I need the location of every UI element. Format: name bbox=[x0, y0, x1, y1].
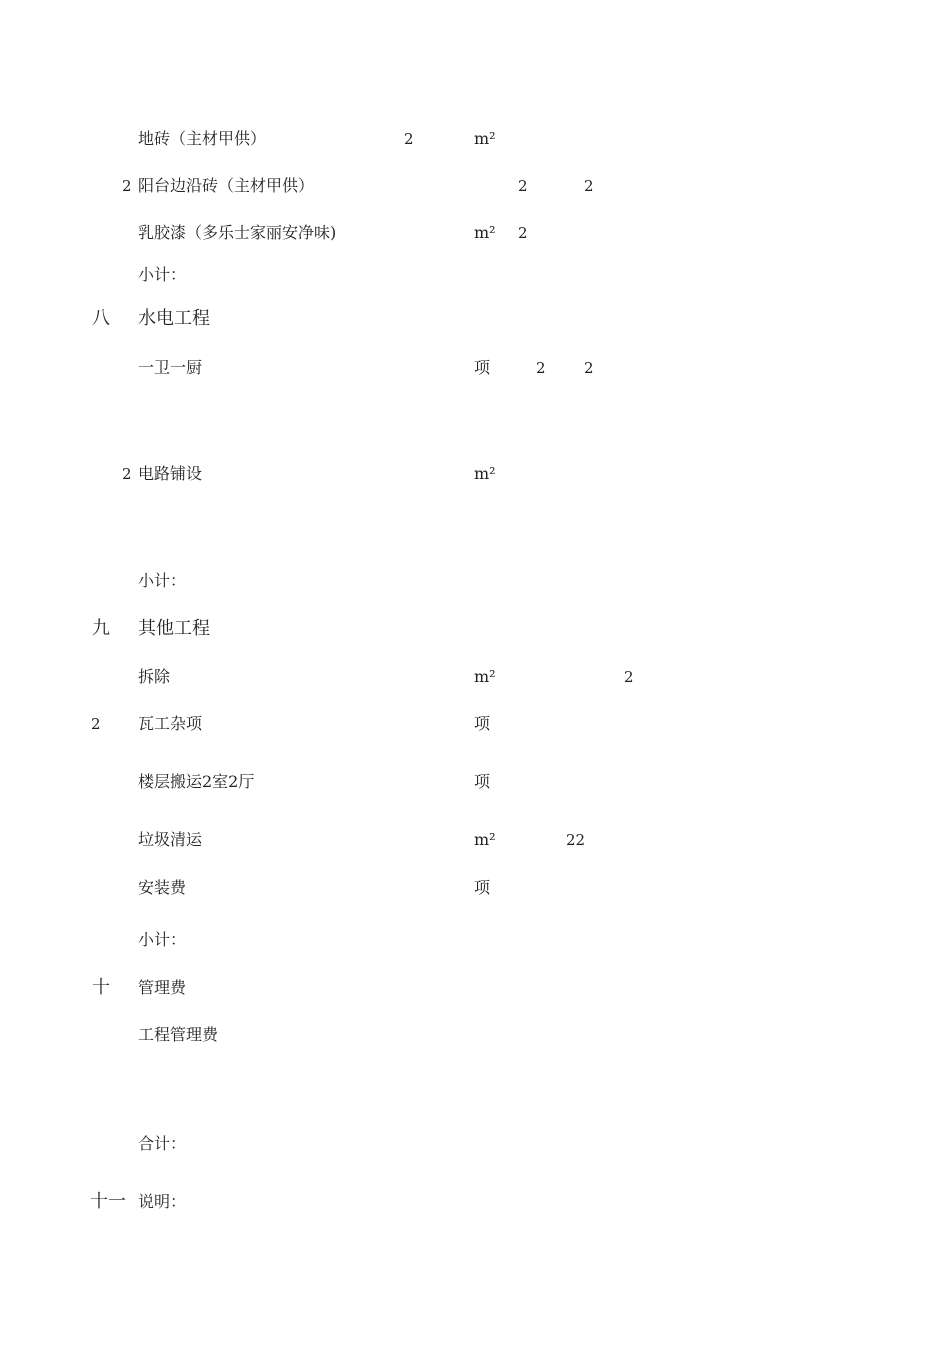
quantity: 22 bbox=[566, 831, 586, 849]
table-row bbox=[0, 172, 950, 200]
section-row bbox=[0, 615, 950, 643]
section-row bbox=[0, 305, 950, 333]
unit: 项 bbox=[474, 714, 491, 733]
section-row bbox=[0, 1188, 950, 1216]
item-name: 一卫一厨 bbox=[138, 358, 203, 377]
table-row bbox=[0, 926, 950, 954]
section-row bbox=[0, 974, 950, 1002]
table-row bbox=[0, 826, 950, 854]
item-name: 电路铺设 bbox=[138, 464, 203, 483]
unit: m² bbox=[474, 830, 496, 849]
item-name: 工程管理费 bbox=[138, 1025, 219, 1044]
item-name: 瓦工杂项 bbox=[138, 714, 203, 733]
unit: m² bbox=[474, 464, 496, 483]
row-index: 2 bbox=[91, 715, 101, 733]
table-row bbox=[0, 460, 950, 488]
table-row bbox=[0, 710, 950, 738]
quantity: 2 bbox=[624, 668, 634, 686]
item-name: 乳胶漆（多乐士家丽安净味) bbox=[138, 223, 337, 242]
section-index: 十 bbox=[92, 977, 110, 998]
table-row bbox=[0, 768, 950, 796]
section-title: 其他工程 bbox=[138, 618, 210, 639]
table-row bbox=[0, 567, 950, 595]
quantity: 2 bbox=[404, 130, 414, 148]
item-name: 楼层搬运2室2厅 bbox=[138, 772, 255, 791]
section-title: 管理费 bbox=[138, 978, 187, 997]
quantity: 2 bbox=[518, 224, 528, 242]
unit: m² bbox=[474, 667, 496, 686]
subtotal-label: 小计： bbox=[138, 930, 187, 949]
unit: 项 bbox=[474, 772, 491, 791]
section-index: 八 bbox=[92, 308, 110, 329]
section-title: 水电工程 bbox=[138, 308, 210, 329]
row-index: 2 bbox=[122, 465, 132, 483]
item-name: 拆除 bbox=[138, 667, 171, 686]
total-label: 合计： bbox=[138, 1134, 187, 1153]
notes-label: 说明： bbox=[138, 1192, 187, 1211]
table-row bbox=[0, 125, 950, 153]
subtotal-label: 小计： bbox=[138, 265, 187, 284]
quantity: 2 bbox=[584, 359, 594, 377]
section-index: 十一 bbox=[90, 1191, 126, 1212]
section-index: 九 bbox=[92, 618, 110, 639]
table-row bbox=[0, 1021, 950, 1049]
unit: m² bbox=[474, 223, 496, 242]
item-name: 安装费 bbox=[138, 878, 187, 897]
unit: 项 bbox=[474, 358, 491, 377]
quantity: 2 bbox=[584, 177, 594, 195]
unit: m² bbox=[474, 129, 496, 148]
subtotal-label: 小计： bbox=[138, 571, 187, 590]
item-name: 阳台边沿砖（主材甲供） bbox=[138, 176, 315, 195]
table-row bbox=[0, 261, 950, 289]
table-row bbox=[0, 663, 950, 691]
item-name: 地砖（主材甲供） bbox=[138, 129, 267, 148]
table-row bbox=[0, 874, 950, 902]
quantity: 2 bbox=[518, 177, 528, 195]
unit: 项 bbox=[474, 878, 491, 897]
item-name: 垃圾清运 bbox=[138, 830, 203, 849]
table-row bbox=[0, 1130, 950, 1158]
table-row bbox=[0, 354, 950, 382]
table-row bbox=[0, 219, 950, 247]
row-index: 2 bbox=[122, 177, 132, 195]
quantity: 2 bbox=[536, 359, 546, 377]
